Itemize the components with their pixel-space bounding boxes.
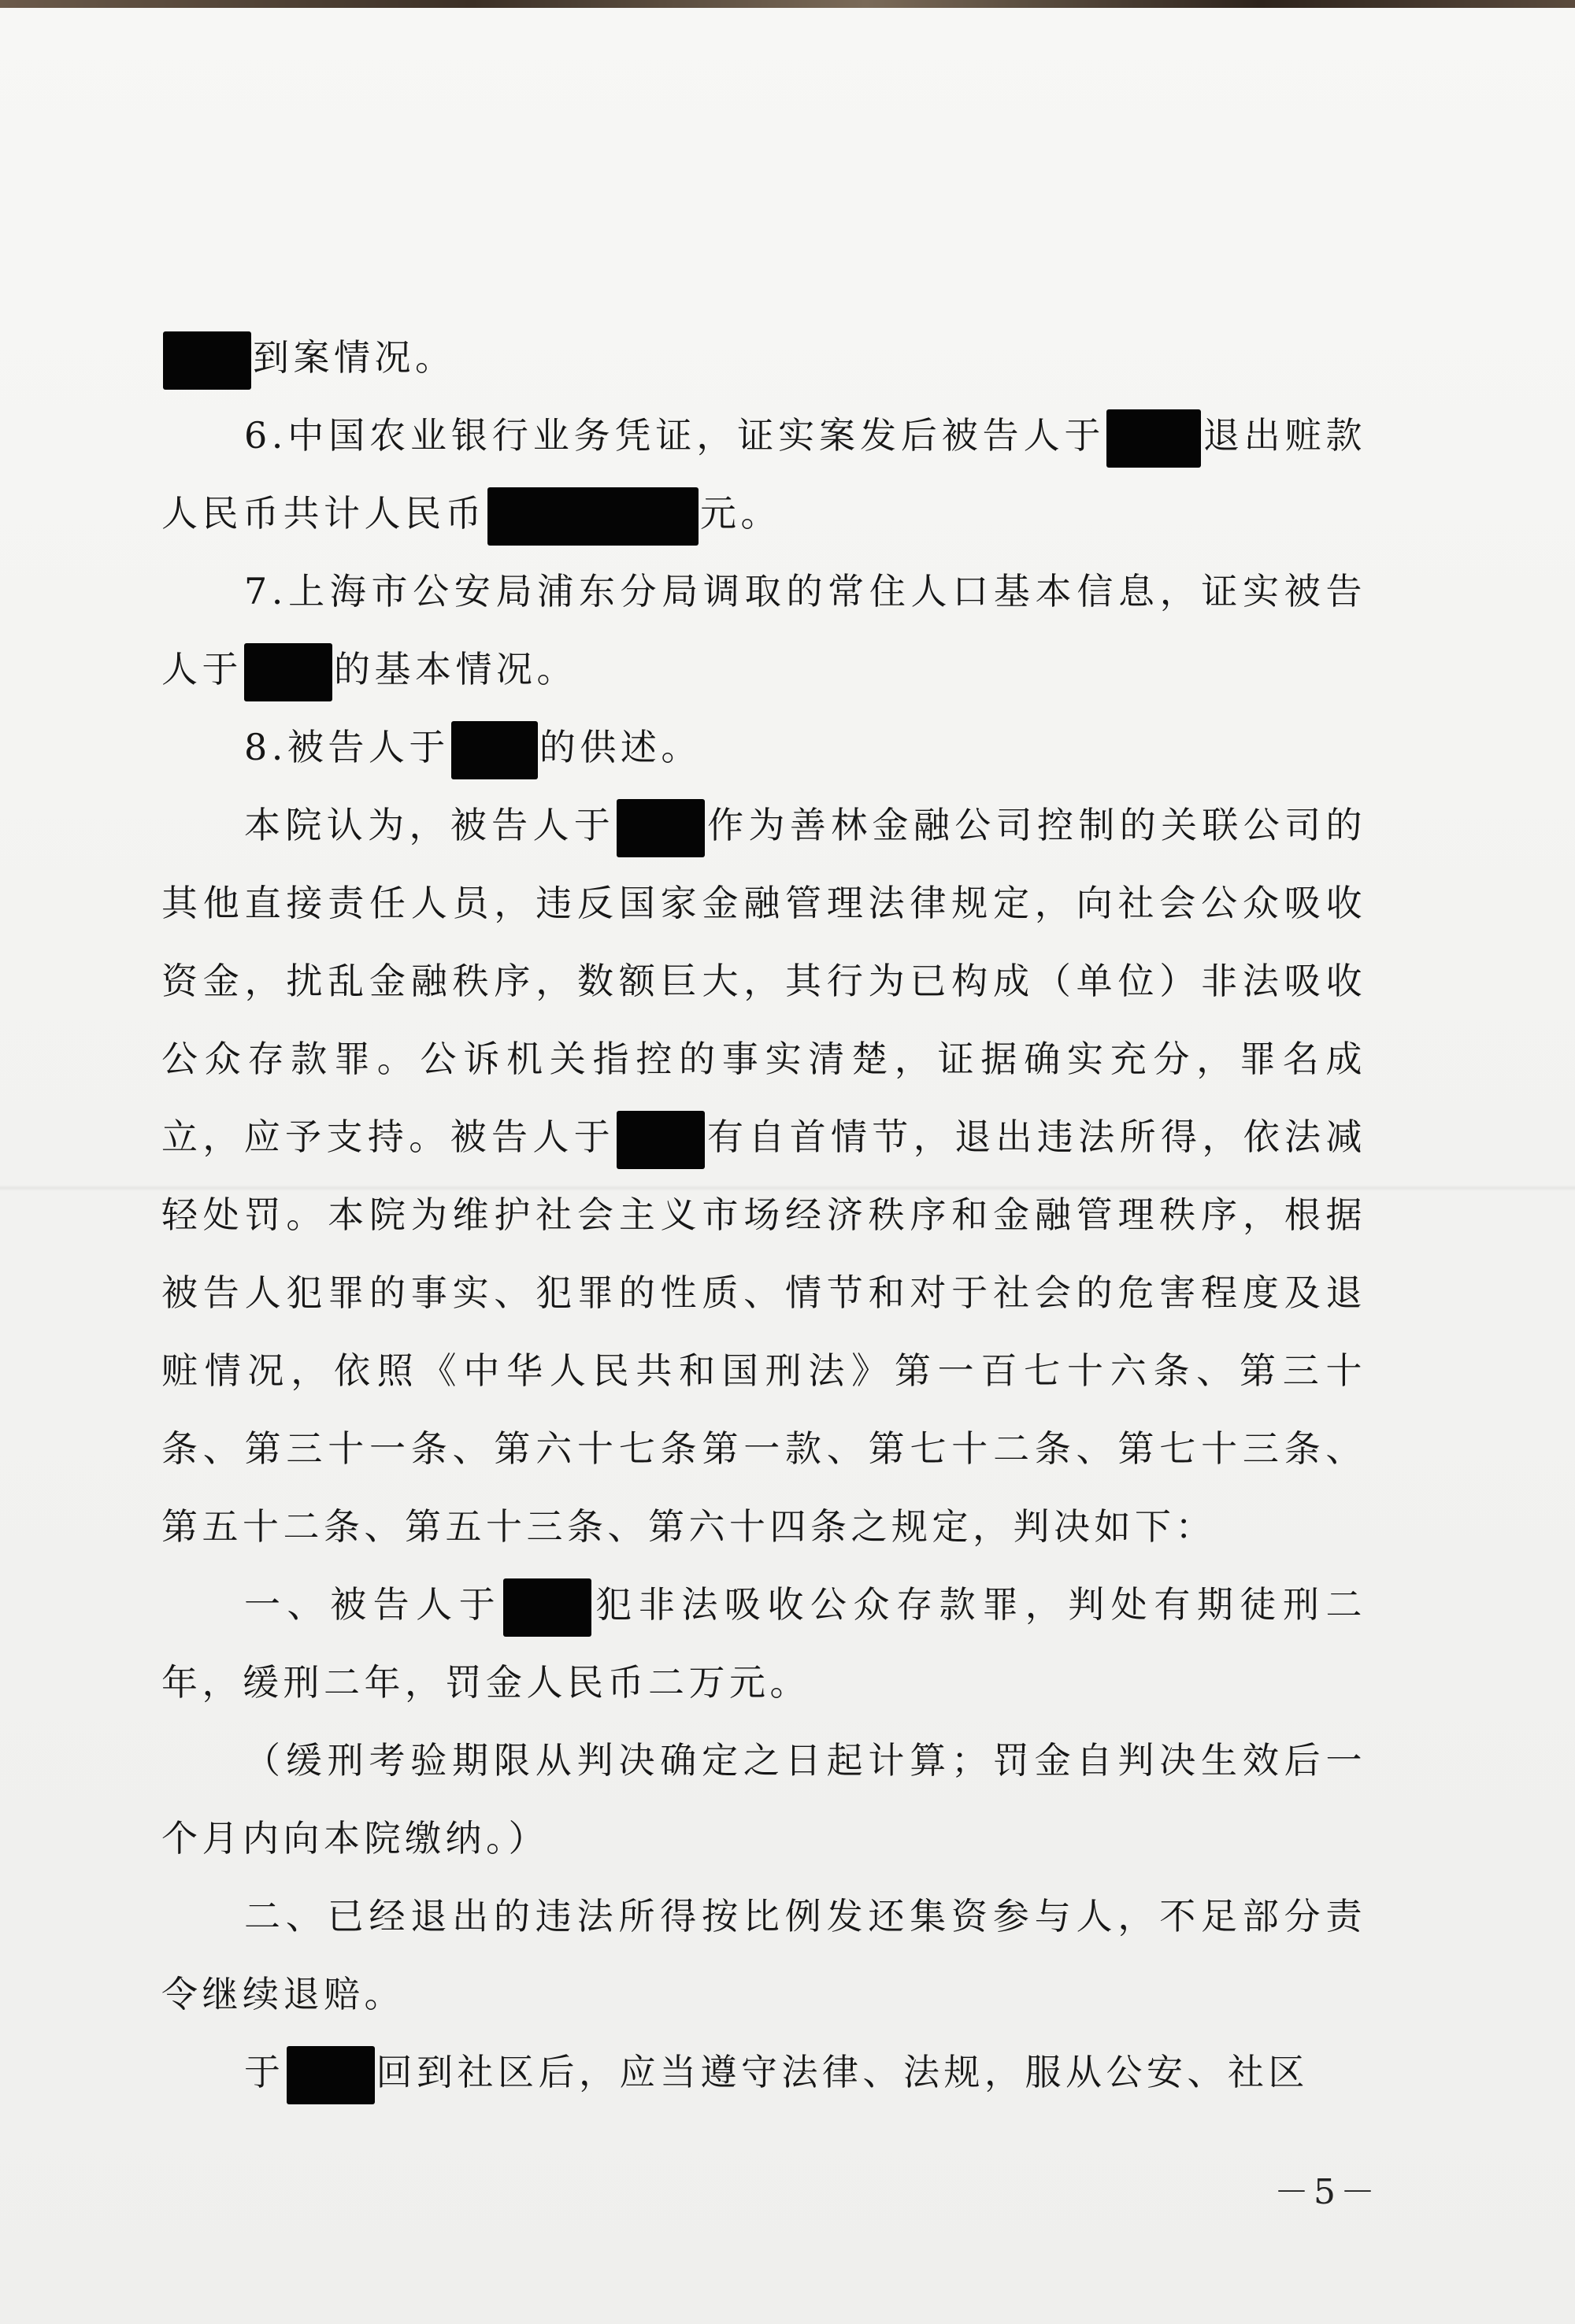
redaction-block xyxy=(244,643,332,701)
paragraph-probation-note: （缓刑考验期限从判决确定之日起计算；罚金自判决生效后一个月内向本院缴纳。） xyxy=(161,1739,1366,1860)
paragraph-evidence-7: 7.上海市公安局浦东分局调取的常住人口基本信息，证实被告人于 的基本情况。 xyxy=(161,553,1366,709)
redaction-block xyxy=(617,799,705,857)
paragraph-verdict-1: 一、被告人于 犯非法吸收公众存款罪，判处有期徒刑二年，缓刑二年，罚金人民币二万元。 xyxy=(161,1566,1366,1722)
redaction-block xyxy=(503,1578,591,1637)
redaction-block xyxy=(1106,409,1201,468)
paragraph-court-opinion: 本院认为，被告人于 作为善林金融公司控制的关联公司的其他直接责任人员，违反国家金融管理法律规定，向社会公众吸收资金，扰乱金融秩序，数额巨大，其行为已构成（单位）非法吸收公众存款罪。公诉机关指控的事实清楚，证据确实充分，罪名成立，应予支持。被告人于 有自首情节，退出违法所得，依法减轻处罚。本院为维护社会主义市场经济秩序和金融管理秩序，根据被告人犯罪的事实、犯罪的性质、情节和对于社会的危害程度及退赃情况，依照《中华人民共和国刑法》第一百七十六条、第三十条、第三十一条、第六十七条第一款、第七十二条、第七十三条、第五十二条、第五十三条、第六十四条之规定，判决如下： xyxy=(161,786,1366,1566)
paragraph-verdict-2: 二、已经退出的违法所得按比例发还集资参与人，不足部分责令继续退赔。 xyxy=(161,1895,1366,2015)
judgment-body xyxy=(161,319,1366,2111)
paragraph-community: 于 回到社区后，应当遵守法律、法规，服从公安、社区 xyxy=(161,2034,1366,2111)
page-number: －5－ xyxy=(1274,2172,1380,2212)
scan-top-edge xyxy=(0,0,1575,8)
paragraph-evidence-8: 8.被告人于 的供述。 xyxy=(161,709,1366,786)
redaction-block xyxy=(487,487,699,546)
paragraph-evidence-6: 6.中国农业银行业务凭证，证实案发后被告人于 退出赃款人民币共计人民币 元。 xyxy=(161,397,1366,553)
redaction-block xyxy=(163,331,251,390)
redaction-block xyxy=(451,721,538,779)
redaction-block xyxy=(287,2046,375,2104)
redaction-block xyxy=(617,1111,705,1169)
paragraph-surrender: 到案情况。 xyxy=(161,319,1366,397)
